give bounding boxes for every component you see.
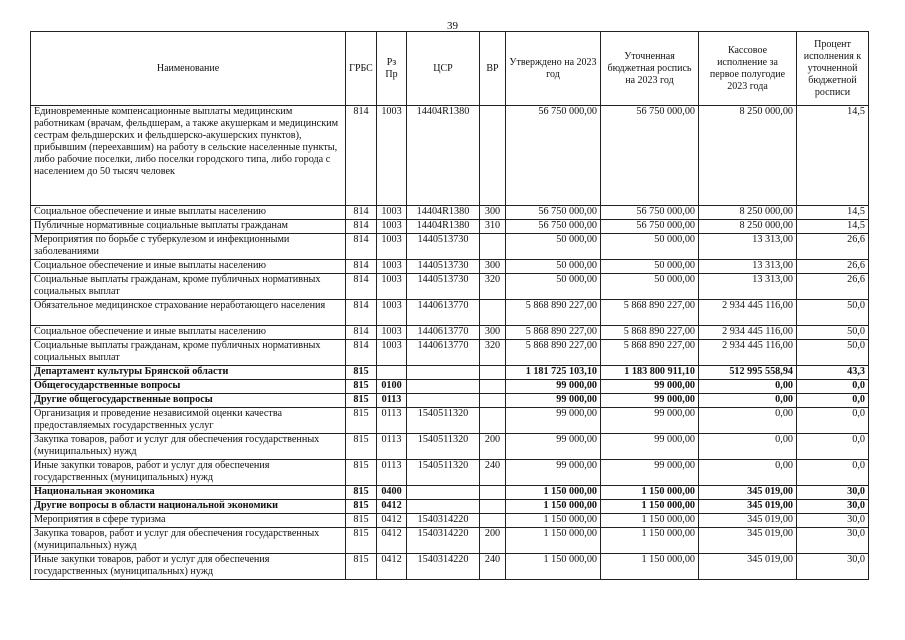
table-row — [31, 554, 869, 580]
row-grbs: 815 — [346, 486, 377, 500]
row-percent: 30,0 — [797, 486, 869, 500]
table-row — [31, 514, 869, 528]
row-refined: 99 000,00 — [601, 380, 699, 394]
table-row — [31, 366, 869, 380]
row-approved: 1 181 725 103,10 — [506, 366, 601, 380]
row-approved: 5 868 890 227,00 — [506, 326, 601, 340]
row-percent: 0,0 — [797, 408, 869, 434]
row-grbs: 814 — [346, 326, 377, 340]
row-percent: 14,5 — [797, 106, 869, 206]
row-name: Обязательное медицинское страхование неработающего населения — [31, 300, 346, 326]
table-row — [31, 460, 869, 486]
row-percent: 0,0 — [797, 380, 869, 394]
row-rzpr — [377, 366, 407, 380]
row-grbs: 814 — [346, 220, 377, 234]
row-vr — [480, 300, 506, 326]
row-grbs: 815 — [346, 394, 377, 408]
row-cash: 0,00 — [699, 380, 797, 394]
row-csr — [407, 486, 480, 500]
row-approved: 50 000,00 — [506, 234, 601, 260]
table-row — [31, 500, 869, 514]
table-row — [31, 380, 869, 394]
row-refined: 1 150 000,00 — [601, 554, 699, 580]
row-cash: 345 019,00 — [699, 486, 797, 500]
row-grbs: 815 — [346, 514, 377, 528]
row-approved: 56 750 000,00 — [506, 220, 601, 234]
row-approved: 1 150 000,00 — [506, 554, 601, 580]
row-grbs: 815 — [346, 380, 377, 394]
row-vr: 200 — [480, 528, 506, 554]
row-name: Социальное обеспечение и иные выплаты населению — [31, 206, 346, 220]
row-approved: 56 750 000,00 — [506, 206, 601, 220]
row-approved: 5 868 890 227,00 — [506, 300, 601, 326]
row-cash: 345 019,00 — [699, 500, 797, 514]
row-percent: 43,3 — [797, 366, 869, 380]
row-name: Закупка товаров, работ и услуг для обеспечения государственных (муниципальных) нужд — [31, 528, 346, 554]
row-vr — [480, 380, 506, 394]
row-vr — [480, 408, 506, 434]
row-approved: 50 000,00 — [506, 274, 601, 300]
row-percent: 0,0 — [797, 434, 869, 460]
row-csr: 1540314220 — [407, 528, 480, 554]
row-cash: 8 250 000,00 — [699, 220, 797, 234]
row-vr: 300 — [480, 326, 506, 340]
row-name: Закупка товаров, работ и услуг для обеспечения государственных (муниципальных) нужд — [31, 434, 346, 460]
table-row — [31, 486, 869, 500]
table-row — [31, 206, 869, 220]
row-percent: 30,0 — [797, 528, 869, 554]
row-cash: 13 313,00 — [699, 234, 797, 260]
row-refined: 1 150 000,00 — [601, 486, 699, 500]
row-name: Другие вопросы в области национальной экономики — [31, 500, 346, 514]
row-grbs: 814 — [346, 340, 377, 366]
row-percent: 30,0 — [797, 514, 869, 528]
row-refined: 99 000,00 — [601, 394, 699, 408]
row-vr — [480, 366, 506, 380]
table-row — [31, 300, 869, 326]
table-row — [31, 220, 869, 234]
row-name: Иные закупки товаров, работ и услуг для обеспечения государственных (муниципальных) нужд — [31, 554, 346, 580]
row-rzpr: 0400 — [377, 486, 407, 500]
row-cash: 345 019,00 — [699, 514, 797, 528]
row-percent: 26,6 — [797, 234, 869, 260]
row-approved: 56 750 000,00 — [506, 106, 601, 206]
table-row — [31, 434, 869, 460]
row-vr — [480, 106, 506, 206]
row-cash: 512 995 558,94 — [699, 366, 797, 380]
row-name: Единовременные компенсационные выплаты медицинским работникам (врачам, фельдшерам, а также акушеркам и медицинским сестрам фельдшерских и фельдшерско-акушерских пунктов), прибывшим (переехавшим) на работу в сельские населенные пункты, либо рабочие поселки, либо поселки городского типа, либо города с населением до 50 тысяч человек — [31, 106, 346, 206]
row-csr: 1440513730 — [407, 260, 480, 274]
row-approved: 99 000,00 — [506, 394, 601, 408]
row-rzpr: 1003 — [377, 206, 407, 220]
row-name: Мероприятия в сфере туризма — [31, 514, 346, 528]
row-csr: 14404R1380 — [407, 220, 480, 234]
header-name: Наименование — [31, 32, 346, 106]
row-name: Публичные нормативные социальные выплаты гражданам — [31, 220, 346, 234]
budget-table — [30, 31, 869, 580]
row-percent: 0,0 — [797, 394, 869, 408]
row-approved: 1 150 000,00 — [506, 486, 601, 500]
table-row — [31, 260, 869, 274]
row-vr — [480, 486, 506, 500]
row-approved: 99 000,00 — [506, 434, 601, 460]
table-row — [31, 274, 869, 300]
row-cash: 0,00 — [699, 434, 797, 460]
row-approved: 1 150 000,00 — [506, 514, 601, 528]
table-body — [31, 106, 869, 580]
row-rzpr: 1003 — [377, 106, 407, 206]
row-vr — [480, 500, 506, 514]
row-refined: 1 183 800 911,10 — [601, 366, 699, 380]
row-percent: 50,0 — [797, 326, 869, 340]
row-refined: 5 868 890 227,00 — [601, 340, 699, 366]
header-refined: Уточненная бюджетная роспись на 2023 год — [601, 32, 699, 106]
row-rzpr: 0113 — [377, 434, 407, 460]
row-rzpr: 0412 — [377, 528, 407, 554]
row-rzpr: 0100 — [377, 380, 407, 394]
row-refined: 5 868 890 227,00 — [601, 326, 699, 340]
row-csr: 1440613770 — [407, 326, 480, 340]
row-cash: 2 934 445 116,00 — [699, 300, 797, 326]
row-csr: 14404R1380 — [407, 206, 480, 220]
row-grbs: 814 — [346, 234, 377, 260]
row-cash: 8 250 000,00 — [699, 106, 797, 206]
row-rzpr: 0412 — [377, 554, 407, 580]
row-grbs: 815 — [346, 500, 377, 514]
row-rzpr: 0113 — [377, 408, 407, 434]
row-name: Национальная экономика — [31, 486, 346, 500]
row-vr: 310 — [480, 220, 506, 234]
row-vr: 240 — [480, 554, 506, 580]
row-cash: 8 250 000,00 — [699, 206, 797, 220]
row-csr: 1540314220 — [407, 554, 480, 580]
row-grbs: 815 — [346, 434, 377, 460]
row-vr: 320 — [480, 340, 506, 366]
row-percent: 50,0 — [797, 340, 869, 366]
table-header — [31, 32, 869, 106]
row-name: Социальное обеспечение и иные выплаты населению — [31, 260, 346, 274]
row-grbs: 814 — [346, 300, 377, 326]
row-csr: 1540511320 — [407, 434, 480, 460]
header-cash: Кассовое исполнение за первое полугодие 2023 года — [699, 32, 797, 106]
row-approved: 99 000,00 — [506, 380, 601, 394]
header-percent: Процент исполнения к уточненной бюджетной росписи — [797, 32, 869, 106]
row-cash: 2 934 445 116,00 — [699, 326, 797, 340]
row-cash: 0,00 — [699, 394, 797, 408]
row-csr: 1540511320 — [407, 460, 480, 486]
row-approved: 5 868 890 227,00 — [506, 340, 601, 366]
row-rzpr: 1003 — [377, 274, 407, 300]
row-name: Социальное обеспечение и иные выплаты населению — [31, 326, 346, 340]
row-percent: 26,6 — [797, 274, 869, 300]
row-rzpr: 0412 — [377, 514, 407, 528]
row-csr: 1540314220 — [407, 514, 480, 528]
row-percent: 14,5 — [797, 220, 869, 234]
row-vr — [480, 394, 506, 408]
row-name: Организация и проведение независимой оценки качества предоставляемых государственных услуг — [31, 408, 346, 434]
row-name: Социальные выплаты гражданам, кроме публичных нормативных социальных выплат — [31, 274, 346, 300]
header-approved: Утверждено на 2023 год — [506, 32, 601, 106]
row-vr: 320 — [480, 274, 506, 300]
table-row — [31, 394, 869, 408]
row-refined: 1 150 000,00 — [601, 500, 699, 514]
row-name: Мероприятия по борьбе с туберкулезом и инфекционными заболеваниями — [31, 234, 346, 260]
row-refined: 5 868 890 227,00 — [601, 300, 699, 326]
row-vr: 200 — [480, 434, 506, 460]
row-refined: 56 750 000,00 — [601, 220, 699, 234]
row-rzpr: 1003 — [377, 326, 407, 340]
header-csr: ЦСР — [407, 32, 480, 106]
table-row — [31, 106, 869, 206]
row-rzpr: 1003 — [377, 234, 407, 260]
row-rzpr: 0113 — [377, 460, 407, 486]
row-vr — [480, 234, 506, 260]
row-refined: 99 000,00 — [601, 408, 699, 434]
row-name: Другие общегосударственные вопросы — [31, 394, 346, 408]
row-refined: 56 750 000,00 — [601, 206, 699, 220]
row-grbs: 814 — [346, 260, 377, 274]
row-csr — [407, 500, 480, 514]
row-cash: 2 934 445 116,00 — [699, 340, 797, 366]
row-csr: 1540511320 — [407, 408, 480, 434]
row-approved: 1 150 000,00 — [506, 528, 601, 554]
row-grbs: 815 — [346, 528, 377, 554]
row-refined: 56 750 000,00 — [601, 106, 699, 206]
row-refined: 99 000,00 — [601, 434, 699, 460]
row-name: Общегосударственные вопросы — [31, 380, 346, 394]
row-vr: 300 — [480, 260, 506, 274]
row-name: Иные закупки товаров, работ и услуг для обеспечения государственных (муниципальных) нужд — [31, 460, 346, 486]
row-approved: 99 000,00 — [506, 460, 601, 486]
row-refined: 50 000,00 — [601, 274, 699, 300]
row-percent: 30,0 — [797, 554, 869, 580]
table-row — [31, 234, 869, 260]
row-rzpr: 0113 — [377, 394, 407, 408]
row-grbs: 814 — [346, 106, 377, 206]
table-row — [31, 528, 869, 554]
row-csr — [407, 366, 480, 380]
table-row — [31, 340, 869, 366]
row-percent: 14,5 — [797, 206, 869, 220]
row-refined: 1 150 000,00 — [601, 514, 699, 528]
row-refined: 1 150 000,00 — [601, 528, 699, 554]
row-csr: 1440513730 — [407, 234, 480, 260]
row-percent: 0,0 — [797, 460, 869, 486]
page-number: 39 — [447, 20, 458, 32]
row-rzpr: 1003 — [377, 300, 407, 326]
table-row — [31, 408, 869, 434]
row-csr — [407, 380, 480, 394]
row-cash: 0,00 — [699, 408, 797, 434]
row-cash: 0,00 — [699, 460, 797, 486]
row-csr — [407, 394, 480, 408]
header-grbs: ГРБС — [346, 32, 377, 106]
row-percent: 30,0 — [797, 500, 869, 514]
row-grbs: 815 — [346, 408, 377, 434]
row-name: Департамент культуры Брянской области — [31, 366, 346, 380]
row-refined: 50 000,00 — [601, 234, 699, 260]
row-cash: 345 019,00 — [699, 554, 797, 580]
row-grbs: 814 — [346, 206, 377, 220]
row-approved: 1 150 000,00 — [506, 500, 601, 514]
row-grbs: 815 — [346, 554, 377, 580]
row-csr: 1440613770 — [407, 300, 480, 326]
row-rzpr: 1003 — [377, 260, 407, 274]
row-rzpr: 1003 — [377, 340, 407, 366]
row-csr: 14404R1380 — [407, 106, 480, 206]
row-csr: 1440613770 — [407, 340, 480, 366]
row-refined: 50 000,00 — [601, 260, 699, 274]
row-cash: 13 313,00 — [699, 260, 797, 274]
row-refined: 99 000,00 — [601, 460, 699, 486]
row-cash: 13 313,00 — [699, 274, 797, 300]
row-vr — [480, 514, 506, 528]
row-grbs: 815 — [346, 460, 377, 486]
header-vr: ВР — [480, 32, 506, 106]
row-name: Социальные выплаты гражданам, кроме публичных нормативных социальных выплат — [31, 340, 346, 366]
row-percent: 26,6 — [797, 260, 869, 274]
row-vr: 240 — [480, 460, 506, 486]
header-rzpr: Рз Пр — [377, 32, 407, 106]
row-percent: 50,0 — [797, 300, 869, 326]
table-row — [31, 326, 869, 340]
row-rzpr: 1003 — [377, 220, 407, 234]
row-rzpr: 0412 — [377, 500, 407, 514]
row-csr: 1440513730 — [407, 274, 480, 300]
row-grbs: 814 — [346, 274, 377, 300]
row-approved: 50 000,00 — [506, 260, 601, 274]
row-cash: 345 019,00 — [699, 528, 797, 554]
row-approved: 99 000,00 — [506, 408, 601, 434]
row-grbs: 815 — [346, 366, 377, 380]
row-vr: 300 — [480, 206, 506, 220]
